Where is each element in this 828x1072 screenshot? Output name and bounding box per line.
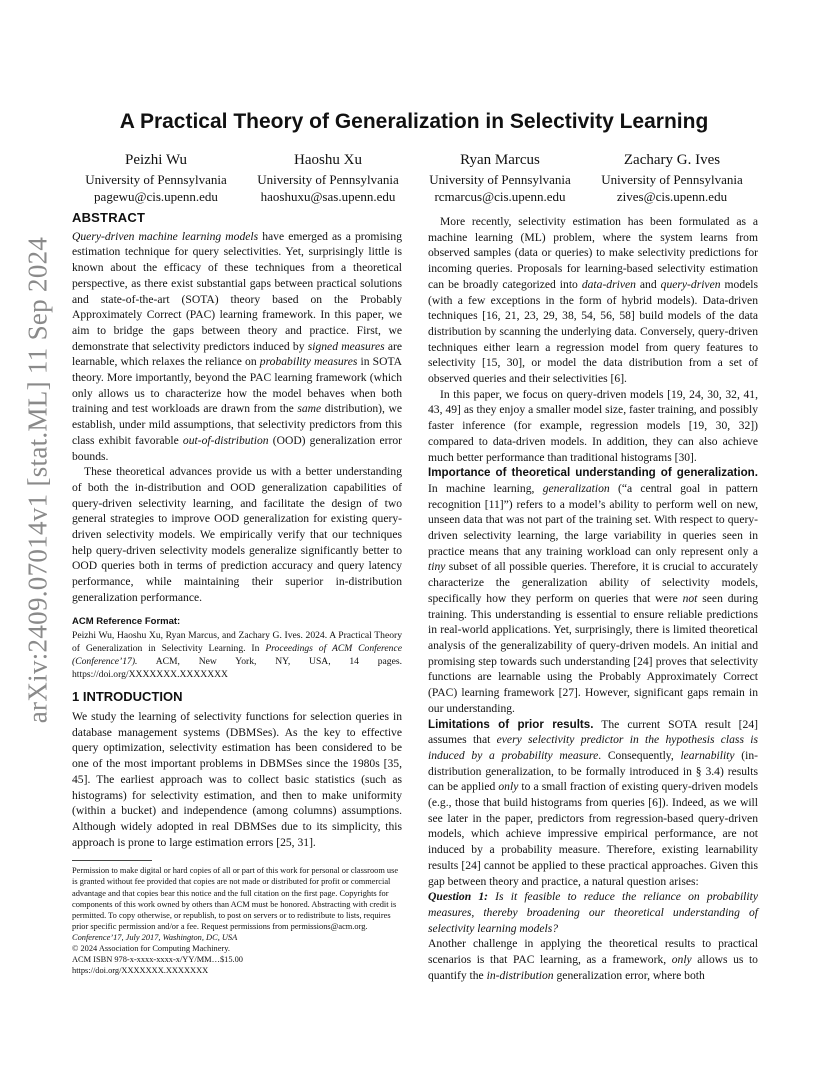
body-paragraph-2: In this paper, we focus on query-driven models [19, 24, 30, 32, 41, 43, 49] as they enjoy a smaller model size, faster training, and possibly faster inference (for example, regression models [19, 30, 32]) compared to data-driven models. In addition, they can also achieve much better performance than traditional histograms [30]. — [428, 387, 758, 464]
author-email: zives@cis.upenn.edu — [616, 189, 728, 204]
text-run: have emerged as a promising estimation technique for query selectivities. Yet, surprisingly little is known about the efficacy of these techniques from a theoretical perspective, as there exist substantial gaps between practical solutions and state-of-the-art (SOTA) theory based on the Probably Approximately Correct (PAC) learning framework. In this paper, we aim to bridge the gaps between theory and practice. First, we demonstrate that selectivity predictors induced by — [72, 229, 402, 353]
text-run: subset of all possible queries. Therefore, it is crucial to accurately characterize the generalization ability of selectivity models, specifically how they perform on queries that were — [428, 560, 758, 605]
author-email: rcmarcus@cis.upenn.edu — [434, 189, 566, 204]
emphasis: same — [297, 402, 322, 416]
author-name: Peizhi Wu — [124, 152, 188, 168]
emphasis: only — [498, 780, 519, 794]
emphasis: Conference’17, July 2017, Washington, DC, USA — [72, 932, 238, 942]
author-affiliation: University of Pennsylvania — [601, 172, 743, 187]
acm-reference-label: ACM Reference Format: — [72, 615, 181, 627]
text-run: ACM, New York, NY, USA, 14 pages. https://doi.org/XXXXXXX.XXXXXXX — [72, 656, 402, 681]
emphasis: signed measures — [307, 339, 385, 353]
author-block — [72, 150, 756, 205]
text-run: Another challenge in applying the theoretical results to practical scenarios is that PAC learning, as a framework, — [428, 937, 758, 967]
author-email: pagewu@cis.upenn.edu — [94, 189, 218, 204]
introduction-paragraph: We study the learning of selectivity functions for selection queries in database management systems (DBMSes). As the key to effective query optimization, selectivity estimation has been considered to be one of the most important problems in DBMSes since the 1980s [35, 45]. The earliest approach was to collect basic statistics (such as histograms) for selectivity estimation, and then to make uniformity (within a bucket) and independence (among columns) assumptions. Although widely adopted in real DBMSes due to its simplicity, this approach is prone to large estimation errors [25, 31]. — [72, 709, 402, 849]
run-in-heading: Importance of theoretical understanding of generalization. — [428, 466, 758, 480]
author-4 — [588, 150, 756, 205]
emphasis: in-distribution — [486, 968, 554, 982]
text-run: in SOTA theory. More importantly, beyond the PAC learning framework (which only allows us to characterize how the model behaves when both training and test workloads are drawn from the — [72, 355, 403, 416]
doi-line: https://doi.org/XXXXXXX.XXXXXXX — [72, 966, 209, 976]
run-in-heading: Limitations of prior results. — [428, 717, 594, 731]
text-run: and — [635, 277, 661, 291]
text-run: (OOD) generalization error bounds. — [72, 433, 402, 463]
text-run: allows us to quantify the — [428, 953, 758, 982]
emphasis: out-of-distribution — [182, 433, 269, 447]
emphasis: Query-driven machine learning models — [72, 229, 259, 243]
paper-title: A Practical Theory of Generalization in Selectivity Learning — [119, 110, 709, 133]
text-run: distribution), we establish, under mild assumptions, that selectivity predictors from this class exhibit favorable — [72, 402, 402, 447]
text-run: to a small fraction of existing query-driven models (e.g., those that build histograms from queries [6]). Indeed, as we will see later in the paper, predictors from regression-based query-driven models, which achieve impressive empirical performance, are not induced by a probability measure. Therefore, existing learnability results [24] cannot be applied to these practical approaches. Given this gap between theory and practice, a natural question arises: — [428, 780, 758, 888]
footnote-divider — [72, 860, 152, 861]
arxiv-stamp — [18, 236, 58, 724]
question-text: Is it feasible to reduce the reliance on probability measures, thereby broadening our theoretical understanding of selectivity learning models? — [428, 890, 758, 935]
text-run: (in-distribution generalization, to be formally introduced in § 3.4) results can be applied — [428, 748, 758, 794]
text-run: models (with a few exceptions in the form of hybrid models). Data-driven techniques [16, 21, 23, 29, 38, 54, 56, 58] build models of the data distribution by scanning the underlying data. Conversely, query-driven techniques either learn a regression model from query features to selectivity [15, 30], or model the data distribution from a set of observed queries and their selectivities [6]. — [428, 277, 759, 386]
author-email: haoshuxu@sas.upenn.edu — [260, 189, 396, 204]
emphasis: data-driven — [581, 277, 636, 291]
question-1 — [428, 889, 758, 936]
abstract-paragraph-2: These theoretical advances provide us with a better understanding of both the in-distribution and OOD generalization capabilities of query-driven selectivity learning, and facilitate the design of two general strategies to improve OOD generalization for existing query-driven selectivity models. We empirically verify that our techniques help query-driven selectivity models generalize significantly better to OOD queries both in terms of prediction accuracy and query latency performance, while maintaining their superior in-distribution generalization performance. — [72, 465, 402, 604]
text-run: seen during training. This understanding is essential to ensure reliable predictions in real-world applications. Yet, surprisingly, there is limited theoretical analysis of the generalizability of query-driven models. An initial and promising step towards such understanding [24] proves that selectivity functions are learnable using the Probably Approximately Correct (PAC) learning framework [27]. However, significant gaps remain in our understanding. — [428, 591, 758, 715]
body-paragraph-1 — [428, 214, 758, 387]
body-paragraph-5 — [428, 936, 758, 983]
text-run: . Consequently, — [598, 748, 681, 762]
emphasis: generalization — [542, 481, 610, 495]
emphasis: probability measures — [259, 355, 358, 369]
author-name: Haoshu Xu — [294, 152, 362, 168]
author-affiliation: University of Pennsylvania — [85, 172, 227, 187]
text-run: Peizhi Wu, Haoshu Xu, Ryan Marcus, and Zachary G. Ives. 2024. A Practical Theory of Generalization in Selectivity Learning. In — [72, 630, 402, 655]
text-run: generalization error, where both — [553, 968, 705, 982]
abstract-paragraph-1 — [72, 229, 402, 465]
text-run: The current SOTA result [24] assumes that — [428, 717, 758, 747]
acm-reference-text — [72, 629, 402, 681]
right-column — [428, 214, 758, 983]
body-paragraph-4 — [428, 717, 758, 890]
arxiv-id-text: arXiv:2409.07014v1 [stat.ML] 11 Sep 2024 — [22, 236, 53, 724]
isbn-line: ACM ISBN 978-x-xxxx-xxxx-x/YY/MM…$15.00 — [72, 955, 243, 965]
body-paragraph-3 — [428, 465, 758, 716]
emphasis: only — [671, 953, 692, 967]
emphasis: learnability — [680, 748, 735, 762]
emphasis: Proceedings of ACM Conference (Conference’17). — [72, 643, 402, 668]
emphasis: query-driven — [660, 277, 721, 291]
text-run: More recently, selectivity estimation has been formulated as a machine learning (ML) problem, where the system learns from observed samples (data or queries) to make selectivity predictions for incoming queries. Proposals for learning-based selectivity estimation can be broadly categorized into — [428, 215, 758, 291]
author-3 — [416, 150, 584, 205]
author-name: Ryan Marcus — [460, 152, 540, 168]
conference-info — [72, 932, 402, 943]
introduction-heading: 1 INTRODUCTION — [72, 689, 183, 705]
author-affiliation: University of Pennsylvania — [257, 172, 399, 187]
question-label: Question 1: — [428, 890, 488, 904]
text-run: are learnable, which relaxes the reliance on — [72, 339, 402, 369]
permission-notice: Permission to make digital or hard copies of all or part of this work for personal or classroom use is granted without fee provided that copies are not made or distributed for profit or commercial advantage and that copies bear this notice and the full citation on the first page. Copyrights for components of this work owned by others than ACM must be honored. Abstracting with credit is permitted. To copy otherwise, or republish, to post on servers or to redistribute to lists, requires prior specific permission and/or a fee. Request permissions from permissions@acm.org. — [72, 866, 399, 931]
text-run: (“a central goal in pattern recognition [11]”) refers to a model’s ability to perform well on new, unseen data that was not part of the training set. With respect to query-driven selectivity learning, the large variability in queries seen in practice means that any training workload can only represent only a — [428, 481, 758, 558]
abstract-heading: ABSTRACT — [72, 210, 146, 225]
emphasis: not — [682, 591, 698, 605]
author-2 — [244, 150, 412, 205]
author-name: Zachary G. Ives — [623, 152, 721, 168]
left-column — [72, 210, 402, 976]
emphasis: every selectivity predictor in the hypothesis class is induced by a probability measure — [428, 733, 758, 762]
author-1 — [72, 150, 240, 205]
text-run: In machine learning, — [428, 481, 543, 495]
emphasis: tiny — [428, 560, 446, 574]
author-affiliation: University of Pennsylvania — [429, 172, 571, 187]
copyright-line: © 2024 Association for Computing Machinery. — [72, 943, 230, 953]
